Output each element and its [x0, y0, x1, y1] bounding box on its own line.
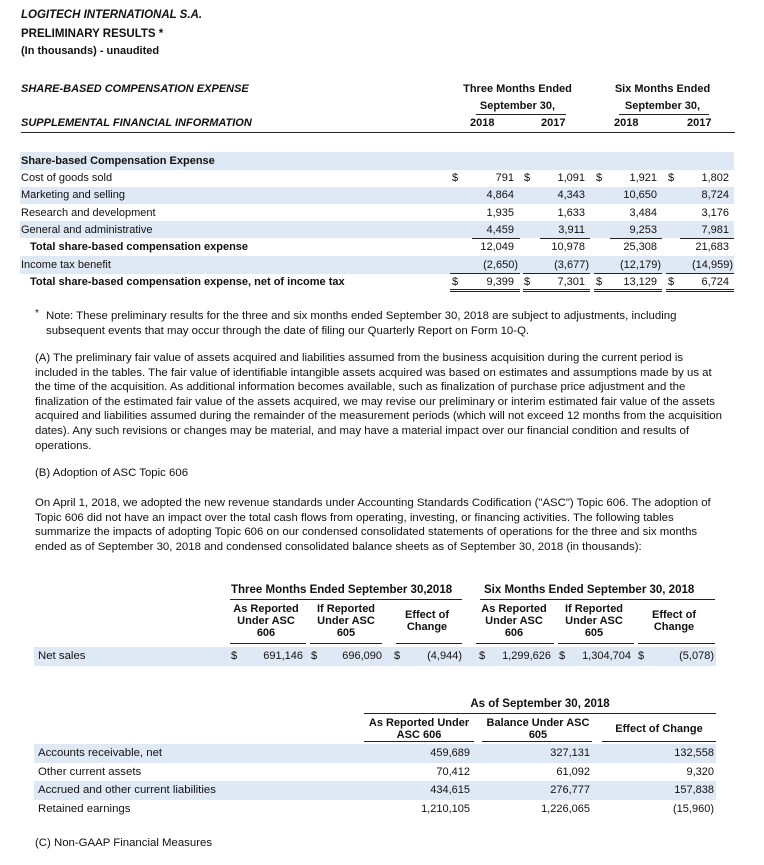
table-row-label: General and administrative: [21, 224, 153, 236]
three-months-date: September 30,: [479, 100, 556, 112]
table-cell: 4,459: [486, 224, 514, 236]
table-cell: 7,981: [701, 224, 729, 236]
year-2018-three: 2018: [470, 117, 495, 129]
dollar-sign: $: [524, 276, 531, 288]
six-months-header: Six Months Ended: [614, 83, 711, 95]
report-title: PRELIMINARY RESULTS *: [21, 28, 164, 40]
col-as-reported-six: As Reported Under ASC 606: [481, 603, 547, 639]
table-cell: 3,911: [558, 224, 585, 236]
table-cell: 1,935: [486, 207, 514, 219]
table-cell: 276,777: [550, 784, 590, 796]
table-cell: (15,960): [673, 803, 714, 815]
col-if-reported-three: If Reported Under ASC 605: [316, 603, 376, 639]
three-months-header: Three Months Ended: [463, 83, 572, 95]
table-cell: 791: [495, 172, 514, 184]
table-cell: 10,650: [623, 189, 657, 201]
star-note: Note: These preliminary results for the three and six months ended September 30, 2018 are subject to adjustments, including subsequent events that may occur through the date of filing our Quarterly Report on Form 10-Q.: [46, 310, 677, 337]
table-cell: (5,078): [679, 650, 714, 662]
table-row-label: Other current assets: [38, 766, 142, 778]
col-effect-six: Effect of Change: [652, 609, 696, 633]
note-c-title: (C) Non-GAAP Financial Measures: [35, 837, 213, 849]
note-b-title: (B) Adoption of ASC Topic 606: [35, 467, 189, 479]
table-cell: 459,689: [430, 747, 470, 759]
table-cell: 1,304,704: [582, 650, 631, 662]
table-cell: (12,179): [620, 259, 661, 271]
balance-sheet-header: As of September 30, 2018: [470, 698, 610, 710]
section-title-supplemental: SUPPLEMENTAL FINANCIAL INFORMATION: [21, 117, 252, 129]
table-cell: 157,838: [674, 784, 714, 796]
table-cell: 4,343: [557, 189, 585, 201]
table-cell: 12,049: [480, 241, 514, 253]
table-cell: 70,412: [436, 766, 470, 778]
table-cell: 3,176: [701, 207, 729, 219]
note-a: (A) The preliminary fair value of assets acquired and liabilities assumed from the business acquisition during the current period is included in the tables. The fair value of identifiable intangible assets acquired was based on estimates and assumptions made by us at the time of the acquisition. As additional information becomes available, such as finalization of purchase price adjustment and the finalization of the estimated fair value of the assets acquired, we may revise our preliminary or interim estimated fair value of the assets acquired and liabilities assumed during the remainder of the measurement periods (which will not exceed 12 months from the acquisition dates). Any such revisions or changes may be material, and may have a material impact over our financial condition and results of operations.: [35, 352, 722, 452]
asterisk-mark: *: [35, 308, 39, 319]
sbc-heading: Share-based Compensation Expense: [21, 155, 215, 167]
year-2018-six: 2018: [614, 117, 639, 129]
col-balance-under: Balance Under ASC 605: [486, 717, 590, 741]
company-name: LOGITECH INTERNATIONAL S.A.: [21, 9, 203, 21]
table-cell: 691,146: [263, 650, 303, 662]
table-cell: 132,558: [674, 747, 714, 759]
table-row-label: Accounts receivable, net: [38, 747, 163, 759]
table-cell: 1,921: [629, 172, 657, 184]
col-effect-three: Effect of Change: [405, 609, 449, 633]
table-cell: 696,090: [342, 650, 382, 662]
table-cell: 434,615: [430, 784, 470, 796]
table-row-label: Retained earnings: [38, 803, 131, 815]
table-cell: 1,226,065: [541, 803, 590, 815]
table-cell: 13,129: [623, 276, 657, 288]
dollar-sign: $: [231, 650, 238, 662]
dollar-sign: $: [596, 172, 603, 184]
table-cell: 327,131: [550, 747, 590, 759]
dollar-sign: $: [638, 650, 645, 662]
table-cell: 8,724: [701, 189, 729, 201]
report-subtitle: (In thousands) - unaudited: [21, 45, 160, 57]
table-cell: 9,399: [486, 276, 514, 288]
table-cell: 10,978: [551, 241, 585, 253]
dollar-sign: $: [394, 650, 401, 662]
table-cell: 9,253: [629, 224, 657, 236]
table-cell: 3,484: [629, 207, 657, 219]
section-title-sbc: SHARE-BASED COMPENSATION EXPENSE: [21, 83, 249, 95]
table-cell: 25,308: [623, 241, 657, 253]
year-2017-six: 2017: [687, 117, 712, 129]
dollar-sign: $: [524, 172, 531, 184]
table-cell: 1,802: [701, 172, 729, 184]
dollar-sign: $: [559, 650, 566, 662]
table-cell: (2,650): [483, 259, 518, 271]
dollar-sign: $: [596, 276, 603, 288]
table-cell: 1,633: [557, 207, 585, 219]
table-cell: 4,864: [486, 189, 514, 201]
dollar-sign: $: [311, 650, 318, 662]
table-cell: 6,724: [701, 276, 729, 288]
col-effect-of-change: Effect of Change: [615, 723, 703, 735]
table-cell: 1,210,105: [421, 803, 470, 815]
table-cell: 61,092: [556, 766, 590, 778]
year-2017-three: 2017: [541, 117, 566, 129]
table-row-label: Research and development: [21, 207, 156, 219]
table-row-label: Total share-based compensation expense: [30, 241, 249, 253]
table-cell: 7,301: [557, 276, 585, 288]
table-cell: 9,320: [686, 766, 714, 778]
dollar-sign: $: [479, 650, 486, 662]
table-cell: 1,091: [557, 172, 585, 184]
three-months-asc-header: Three Months Ended September 30,2018: [231, 584, 453, 596]
table-cell: (3,677): [554, 259, 589, 271]
table-cell: (4,944): [427, 650, 462, 662]
six-months-date: September 30,: [624, 100, 701, 112]
table-row-label: Income tax benefit: [21, 259, 111, 271]
note-b-body: On April 1, 2018, we adopted the new revenue standards under Accounting Standards Codification ("ASC") Topic 606. The adoption of Topic 606 did not have an impact over the total cash flows from operating, investing, or financing activities. The following tables summarize the impacts of adopting Topic 606 on our condensed consolidated statements of operations for the three and six months ended as of September 30, 2018 and condensed consolidated balance sheets as of September 30, 2018 (in thousands):: [35, 497, 711, 553]
col-as-reported-three: As Reported Under ASC 606: [233, 603, 299, 639]
dollar-sign: $: [668, 276, 675, 288]
dollar-sign: $: [452, 172, 459, 184]
table-row-label: Accrued and other current liabilities: [38, 784, 216, 796]
dollar-sign: $: [668, 172, 675, 184]
table-row-label: Cost of goods sold: [21, 172, 113, 184]
table-row-label: Marketing and selling: [21, 189, 125, 201]
table-cell: 1,299,626: [502, 650, 551, 662]
col-as-reported: As Reported Under ASC 606: [368, 717, 470, 741]
table-row-label: Total share-based compensation expense, net of income tax: [30, 276, 345, 288]
dollar-sign: $: [452, 276, 459, 288]
table-cell: 21,683: [695, 241, 729, 253]
six-months-asc-header: Six Months Ended September 30, 2018: [484, 584, 695, 596]
col-if-reported-six: If Reported Under ASC 605: [564, 603, 624, 639]
net-sales-label: Net sales: [38, 650, 86, 662]
table-cell: (14,959): [692, 259, 733, 271]
